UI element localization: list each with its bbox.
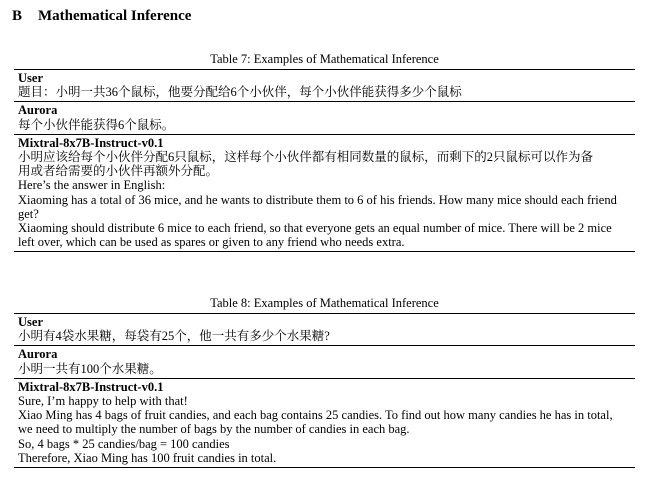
table-7 — [14, 52, 635, 252]
section-heading — [12, 8, 191, 25]
table-7-user-cell — [14, 70, 635, 101]
message-line: So, 4 bags * 25 candies/bag = 100 candies — [18, 436, 230, 451]
speaker-label: Mixtral-8x7B-Instruct-v0.1 — [18, 135, 164, 150]
message-line: Xiao Ming has 4 bags of fruit candies, and each bag contains 25 candies. To find out how many candies he has in total, — [18, 408, 613, 423]
table-8-bottom-rule — [14, 467, 635, 468]
speaker-label: User — [18, 315, 43, 329]
message-line: Xiaoming should distribute 6 mice to each friend, so that everyone gets an equal number of mice. There will be 2 mice — [18, 221, 612, 236]
message-line: 小明应该给每个小伙伴分配6只鼠标，这样每个小伙伴都有相同数量的鼠标，而剩下的2只鼠标可以作为备 — [18, 150, 594, 165]
message-line: Therefore, Xiao Ming has 100 fruit candies in total. — [18, 450, 277, 465]
table-8-user-cell — [14, 314, 635, 345]
message-line: 小明一共有100个水果糖。 — [18, 361, 162, 376]
speaker-label: Mixtral-8x7B-Instruct-v0.1 — [18, 379, 164, 394]
speaker-label: Aurora — [18, 347, 58, 362]
message-line: 题目：小明一共36个鼠标，他要分配给6个小伙伴，每个小伙伴能获得多少个鼠标 — [18, 85, 462, 100]
message-line: Here’s the answer in English: — [18, 178, 166, 193]
message-line: Sure, I’m happy to help with that! — [18, 394, 188, 409]
table-8-caption: Table 8: Examples of Mathematical Inference — [210, 296, 439, 310]
table-8 — [14, 296, 635, 468]
table-7-aurora-cell — [14, 102, 635, 133]
message-line: get? — [18, 206, 39, 221]
speaker-label: User — [18, 71, 43, 85]
section-number: B — [12, 8, 23, 24]
speaker-label: Aurora — [18, 103, 58, 118]
table-7-bottom-rule — [14, 251, 635, 252]
table-7-caption: Table 7: Examples of Mathematical Inference — [210, 52, 439, 66]
message-line: 用或者给需要的小伙伴再额外分配。 — [18, 164, 219, 179]
message-line: 每个小伙伴能获得6个鼠标。 — [18, 117, 175, 132]
section-title: Mathematical Inference — [38, 8, 192, 24]
message-line: left over, which can be used as spares or given to any friend who needs extra. — [18, 235, 405, 250]
message-line: 小明有4袋水果糖，每袋有25个，他一共有多少个水果糖? — [18, 329, 330, 344]
table-8-aurora-cell — [14, 346, 635, 377]
message-line: we need to multiply the number of bags by the number of candies in each bag. — [18, 422, 410, 437]
table-8-mixtral-cell — [14, 379, 635, 467]
table-7-mixtral-cell — [14, 135, 635, 252]
message-line: Xiaoming has a total of 36 mice, and he wants to distribute them to 6 of his friends. How many mice should each friend — [18, 192, 617, 207]
